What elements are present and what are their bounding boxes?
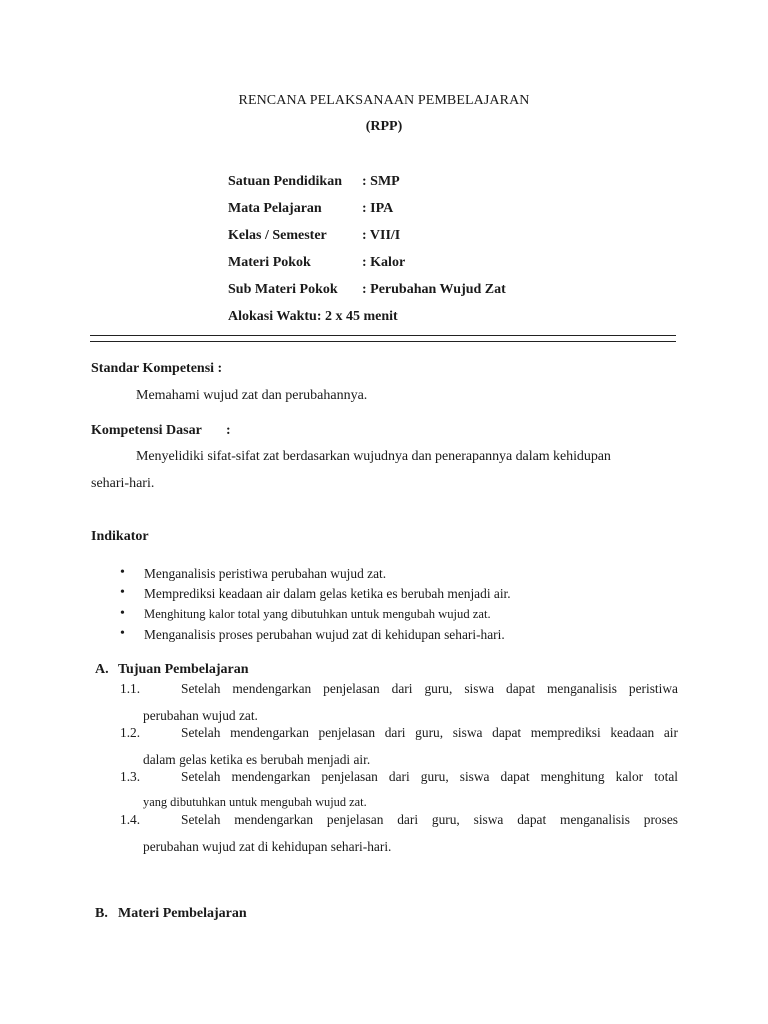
tujuan-continuation: perubahan wujud zat di kehidupan sehari-hari.	[143, 839, 392, 854]
document-subtitle: (RPP)	[365, 119, 403, 134]
standar-kompetensi-text: Memahami wujud zat dan perubahannya.	[136, 388, 368, 403]
indikator-item: Menghitung kalor total yang dibutuhkan untuk mengubah wujud zat.	[144, 607, 491, 621]
bullet-icon: •	[120, 565, 125, 580]
identity-value-satuan: : SMP	[362, 174, 400, 189]
tujuan-number: 1.3.	[120, 769, 141, 784]
tujuan-number: 1.2.	[120, 725, 141, 740]
tujuan-line: Setelah mendengarkan penjelasan dari guru, siswa dapat menganalisis peristiwa	[181, 681, 678, 696]
indikator-item: Menganalisis peristiwa perubahan wujud zat.	[144, 566, 387, 581]
tujuan-line: Setelah mendengarkan penjelasan dari guru, siswa dapat memprediksi keadaan air	[181, 725, 678, 740]
indikator-heading: Indikator	[91, 529, 149, 544]
tujuan-continuation: dalam gelas ketika es berubah menjadi air.	[143, 752, 371, 767]
identity-value-submateri: : Perubahan Wujud Zat	[362, 282, 506, 297]
kompetensi-dasar-colon: :	[226, 423, 231, 438]
document-title: RENCANA PELAKSANAAN PEMBELAJARAN	[238, 93, 530, 108]
identity-value-kelas: : VII/I	[362, 228, 401, 243]
tujuan-line: Setelah mendengarkan penjelasan dari guru, siswa dapat menganalisis proses	[181, 812, 678, 827]
tujuan-line: Setelah mendengarkan penjelasan dari guru, siswa dapat menghitung kalor total	[181, 769, 678, 784]
kompetensi-dasar-heading: Kompetensi Dasar	[91, 423, 202, 438]
bullet-icon: •	[120, 626, 125, 641]
indikator-item: Memprediksi keadaan air dalam gelas ketika es berubah menjadi air.	[144, 586, 511, 601]
bullet-icon: •	[120, 585, 125, 600]
double-rule-divider	[90, 335, 676, 342]
tujuan-continuation: perubahan wujud zat.	[143, 708, 258, 723]
bullet-icon: •	[120, 606, 125, 621]
identity-label-materi: Materi Pokok	[228, 255, 311, 270]
standar-kompetensi-heading: Standar Kompetensi :	[91, 361, 223, 376]
identity-label-kelas: Kelas / Semester	[228, 228, 327, 243]
tujuan-heading: Tujuan Pembelajaran	[118, 662, 249, 677]
alokasi-waktu: Alokasi Waktu: 2 x 45 menit	[228, 309, 398, 324]
kompetensi-dasar-line2: sehari-hari.	[91, 476, 155, 491]
tujuan-continuation: yang dibutuhkan untuk mengubah wujud zat.	[143, 795, 367, 809]
section-b-letter: B.	[95, 906, 108, 921]
identity-value-mapel: : IPA	[362, 201, 394, 216]
indikator-item: Menganalisis proses perubahan wujud zat di kehidupan sehari-hari.	[144, 627, 505, 642]
section-a-letter: A.	[95, 662, 109, 677]
kompetensi-dasar-line1: Menyelidiki sifat-sifat zat berdasarkan wujudnya dan penerapannya dalam kehidupan	[136, 449, 611, 464]
identity-label-mapel: Mata Pelajaran	[228, 201, 322, 216]
identity-label-submateri: Sub Materi Pokok	[228, 282, 338, 297]
identity-label-satuan: Satuan Pendidikan	[228, 174, 342, 189]
identity-value-materi: : Kalor	[362, 255, 406, 270]
tujuan-number: 1.1.	[120, 681, 141, 696]
materi-heading: Materi Pembelajaran	[118, 906, 247, 921]
tujuan-number: 1.4.	[120, 812, 141, 827]
